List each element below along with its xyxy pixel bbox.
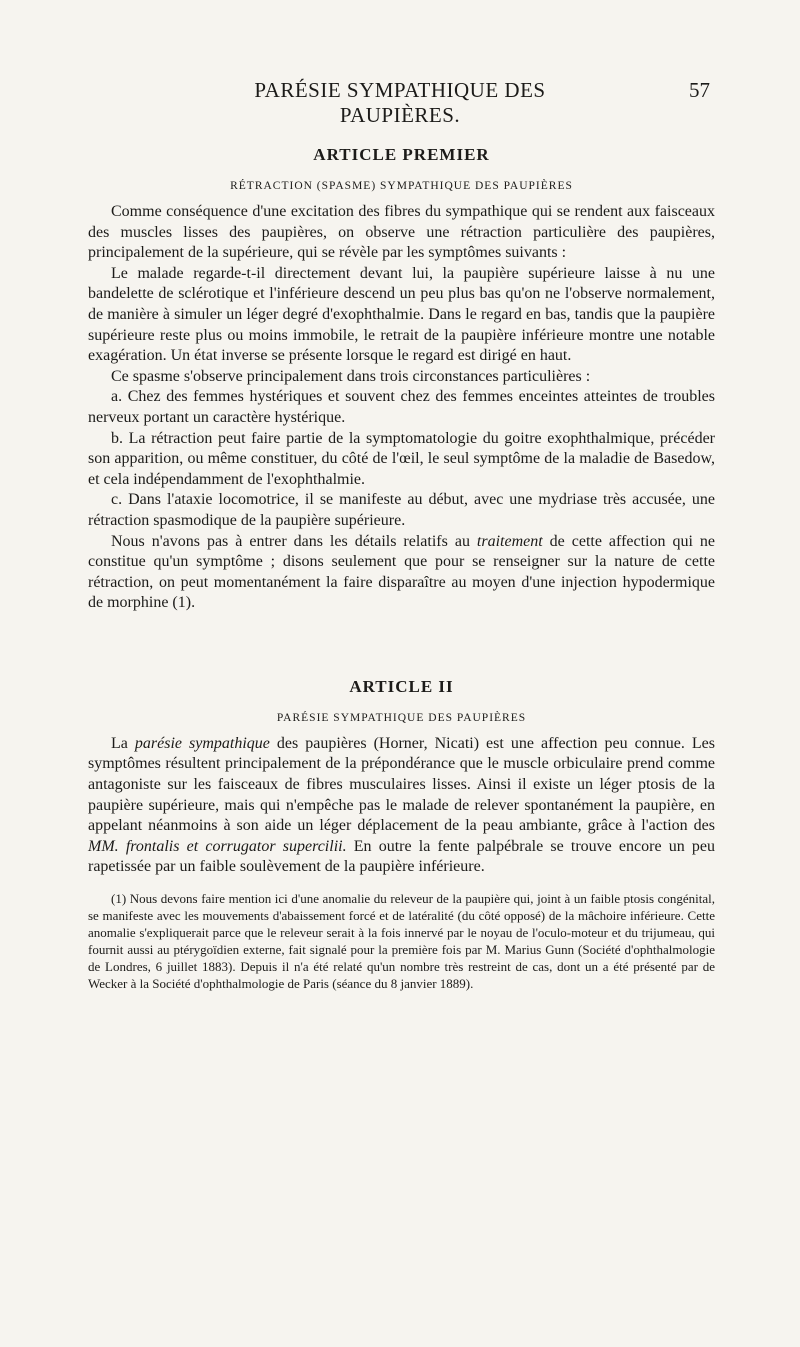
text-run: Nous n'avons pas à entrer dans les détails relatifs au [111,532,477,550]
emphasis-muscles: MM. frontalis et corrugator supercilii. [88,837,347,855]
footnote-1: (1) Nous devons faire mention ici d'une anomalie du releveur de la paupière qui, joint à un faible ptosis congénital, se manifeste avec les mouvements d'abaissement forcé et de latéralité (du côté opposé) de la mâchoire inférieure. Cette anomalie s'expliquerait parce que le releveur serait à la fois innervé par le noyau de l'oculo-moteur et du trijumeau, qui fournit aussi au ptérygoïdien externe, fait signalé pour la première fois par M. Marius Gunn (Société d'ophthalmologie de Londres, 6 juillet 1883). Depuis il n'a été relaté qu'un nombre très restreint de cas, dont un a été présenté par de Wecker à la Société d'ophthalmologie de Paris (séance du 8 janvier 1889). [88,891,715,991]
article-1-item-c: c. Dans l'ataxie locomotrice, il se manifeste au début, avec une mydriase très accusée, une rétraction spasmodique de la paupière supérieure. [88,491,715,529]
article-1-paragraph-1: Comme conséquence d'une excitation des fibres du sympathique qui se rendent aux faisceaux des muscles lisses des paupières, on observe une rétraction particulière des paupières, principalement de la supérieure, qui se révèle par les symptômes suivants : [88,203,715,262]
page-number: 57 [689,78,710,102]
running-head: PARÉSIE SYMPATHIQUE DES PAUPIÈRES. [254,78,546,127]
page-body [88,142,715,1005]
article-1-paragraph-3: Ce spasme s'observe principalement dans trois circonstances particulières : [111,367,591,385]
article-2-subtitle: PARÉSIE SYMPATHIQUE DES PAUPIÈRES [276,711,527,724]
emphasis-traitement: traitement [476,532,543,550]
article-2-title: ARTICLE II [349,676,454,696]
article-1-paragraph-4 [88,532,715,614]
article-2-paragraph-1 [88,734,715,878]
text-run: de cette affection qui ne constitue qu'un symptôme ; disons seulement que pour se renseigner sur la nature de cette rétraction, on peut momentanément la faire disparaître au moyen d'une injection hypodermique de morphine (1). [88,532,715,612]
text-run: En outre la fente palpébrale se trouve encore un peu rapetissée par un faible soulèvement de la paupière inférieure. [88,837,716,876]
article-1-item-a: a. Chez des femmes hystériques et souvent chez des femmes enceintes atteintes de troubles nerveux portant un caractère hystérique. [88,388,715,426]
text-run: des paupières (Horner, Nicati) est une affection peu connue. Les symptômes résultent principalement de la prépondérance que le muscle orbiculaire prend comme antagoniste sur les faisceaux de fibres musculaires lisses. Ainsi il existe un léger ptosis de la paupière supérieure, mais qui n'empêche pas le malade de relever spontanément la paupière, en appelant néanmoins à son aide un léger déplacement de la peau ambiante, grâce à l'action des [88,734,715,835]
emphasis-parese: parésie sympathique [134,734,270,752]
article-1-paragraph-2: Le malade regarde-t-il directement devant lui, la paupière supérieure laisse à nu une bandelette de sclérotique et l'inférieure descend un peu plus bas qu'on ne l'observe normalement, de manière à simuler un léger degré d'exophthalmie. Dans le regard en bas, tandis que la paupière supérieure reste plus ou moins immobile, le retrait de la paupière inférieure montre une notable exagération. Un état inverse se présente lorsque le regard est dirigé en haut. [88,264,715,365]
article-1-title: ARTICLE PREMIER [313,145,490,164]
section-spacer [88,614,715,674]
text-run: La [111,734,135,752]
article-1-subtitle: RÉTRACTION (SPASME) SYMPATHIQUE DES PAUPIÈRES [230,180,573,192]
article-1-item-b: b. La rétraction peut faire partie de la symptomatologie du goitre exophthalmique, précéder son apparition, ou même constituer, du côté de l'œil, le seul symptôme de la maladie de Basedow, et cela indépendamment de l'exophthalmie. [88,429,715,488]
